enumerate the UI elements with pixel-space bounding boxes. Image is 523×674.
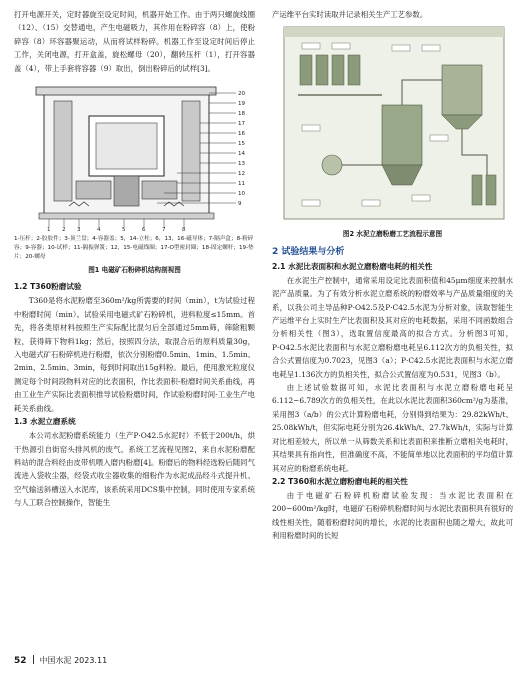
paragraph-continued: 产运维平台实时读取并记录相关生产工艺参数。 xyxy=(272,10,428,19)
section-2-1-heading: 2.1 水泥比表面积和水泥立磨粉磨电耗的相关性 xyxy=(272,261,433,271)
callout-label: 3 xyxy=(77,227,81,232)
callout-label: 17 xyxy=(238,121,245,128)
figure-1-caption: 图1 电磁矿石粉碎机结构剖视图 xyxy=(88,266,181,275)
figure-2-diagram xyxy=(272,25,513,221)
section-2-heading: 2 试验结果与分析 xyxy=(272,246,345,257)
callout-label: 14 xyxy=(238,151,245,158)
figure-1 xyxy=(14,81,255,276)
paragraph-2-2: 由于电磁矿石粉碎机粉磨试验发现：当水泥比表面积在200~600m²/kg时，电磁矿石粉碎机粉磨时间与水泥比表面积具有很好的线性相关性，随着粉磨时间的增长，水泥的比表面积也随之增大，故此可利用粉磨时间的长短 xyxy=(272,490,513,541)
section-2-2-heading: 2.2 T360和水泥立磨粉磨电耗的相关性 xyxy=(272,476,408,486)
figure-2 xyxy=(272,25,513,239)
callout-label: 11 xyxy=(238,181,245,188)
callout-label: 13 xyxy=(238,161,245,168)
callout-label: 9 xyxy=(238,201,242,208)
paragraph-2-1a: 在水泥生产控制中，通常采用设定比表面积值和45μm细度来控制水泥产品质量。为了有效分析水泥立磨系统的粉磨效率与产品质量细度的关系，以我公司主导品种P·O42.5及P·C42.5水泥为分析对象，读取智能生产运维平台上实时生产比表面积及其对应的电耗数据，采用不同函数组合分析相关性（图3），选取置信度最高的拟合方式。分析图3可知，P·O42.5水泥比表面积与水泥立磨粉磨电耗呈6.112次方的负相关性，拟合公式置信度为0.7023，见图3（a）；P·C42.5水泥比表面积与水泥立磨电耗呈1.136次方的负相关性，拟合公式置信度为0.531，见图3（b）。 xyxy=(272,275,513,379)
callout-label: 20 xyxy=(238,91,245,98)
callout-label: 1 xyxy=(47,227,51,232)
callout-label: 4 xyxy=(97,227,101,232)
journal-name: 中国水泥 2023.11 xyxy=(39,656,108,665)
figure-1-diagram xyxy=(14,81,255,231)
paragraph-2-1b: 由上述试验数据可知，水泥比表面积与水泥立磨粉磨电耗呈6.112~6.789次方的负相关性，在此以水泥比表面积360cm²/g为基准，采用图3（a/b）的公式计算粉磨电耗，分别得到结果为：29.82kWh/t、25.08kWh/t，但实际电耗分别为26.4kWh/t、27.7kWh/t，实际与计算对比相差较大，所以单一从筛数关系和比表面积来推断立磨相关电耗时，其结果具有指向性，但准确度不高，不能简单地以比表面积的平均值计算其对应的粉磨系统电耗。 xyxy=(272,383,513,473)
section-1-2-heading: 1.2 T360粉磨试验 xyxy=(14,282,82,292)
callout-label: 8 xyxy=(182,227,186,232)
callout-label: 12 xyxy=(238,171,245,178)
callout-label: 18 xyxy=(238,111,245,118)
left-column xyxy=(14,8,255,510)
callout-label: 5 xyxy=(122,227,126,232)
paragraph-1-3: 本公司水泥粉磨系统能力（生产P·O42.5水泥时）不低于200t/h，烘干热源引自街窑头排风机的废气。系统工艺流程见图2，来自水泥粉磨配料站的混合料经由皮带机喂入磨内粉磨[4]。粉磨后的物料经选粉后随同气流进入袋收尘器，经袋式收尘器收集的细粉作为水泥成品经斗式提升机、空气输送斜槽送入水泥库，该系统采用DCS集中控制，同时使用专家系统与人工联合控制操作，智能生 xyxy=(14,431,255,508)
figure-2-caption: 图2 水泥立磨粉磨工艺流程示意图 xyxy=(342,229,443,238)
callout-label: 6 xyxy=(142,227,146,232)
right-column xyxy=(272,8,513,543)
callout-label: 10 xyxy=(238,191,245,198)
callout-label: 19 xyxy=(238,101,245,108)
page-footer xyxy=(14,655,107,666)
paragraph-intro: 打开电源开关，定时器旋至设定时间，机器开始工作。由于两只螺旋线圈（12）、（15）交替通电，产生电磁吸力，其作用在粉碎容（8）上，使粉碎容（8）环容器聚运动，从而将试样粉碎。机器工作至设定时间后停止工作，关闭电源，打开盒盖，旋松螺母（20），翻转压杆（1），打开容器盖（4），带上手套将容器（9）取出，倒出粉碎后的试样[3]。 xyxy=(14,10,255,73)
section-1-3-heading: 1.3 水泥立磨系统 xyxy=(14,417,76,427)
paragraph-1-2: T360是将水泥粉磨至360m²/kg所需要的时间（min），t为试验过程中粉磨时间（min）。试验采用电磁式矿石粉碎机，进料粒度≤15mm。首先，将各类原材料按照生产实际配比混匀后全部通过5mm筛，筛除粗颗粒，获得筛下物料1kg；然后，按照四分法，取混合后的原料质量30g，入电磁式矿石粉碎机进行粉磨，依次分别粉磨0.5min、1min、1.5min、2min、2.5min、3min，每到时间取出15g料粉。最后，使用激光粒度仪测定每个时间段物料对应的比表面积，作比表面积-粉磨时间关系曲线，再由工业生产实际比表面积推导试验粉磨时间，作试验粉磨时间-工业生产电耗关系曲线。 xyxy=(14,296,255,413)
page-number: 52 xyxy=(14,656,27,666)
callout-label: 16 xyxy=(238,131,245,138)
callout-label: 7 xyxy=(162,227,166,232)
callout-label: 2 xyxy=(62,227,66,232)
callout-label: 15 xyxy=(238,141,245,148)
figure-1-legend: 1-压杆；2-胶胶件；3-顶兰盘；4-容器盖；5，14-立柱；6，13，16-磁导体；7-隔声盒；8-粉碎容；9-容器；10-试样；11-隔振弹簧；12，15-电磁线圈；17-O型密封圈；18-固定螺杆；19-垫片；20-螺母 xyxy=(14,236,254,261)
